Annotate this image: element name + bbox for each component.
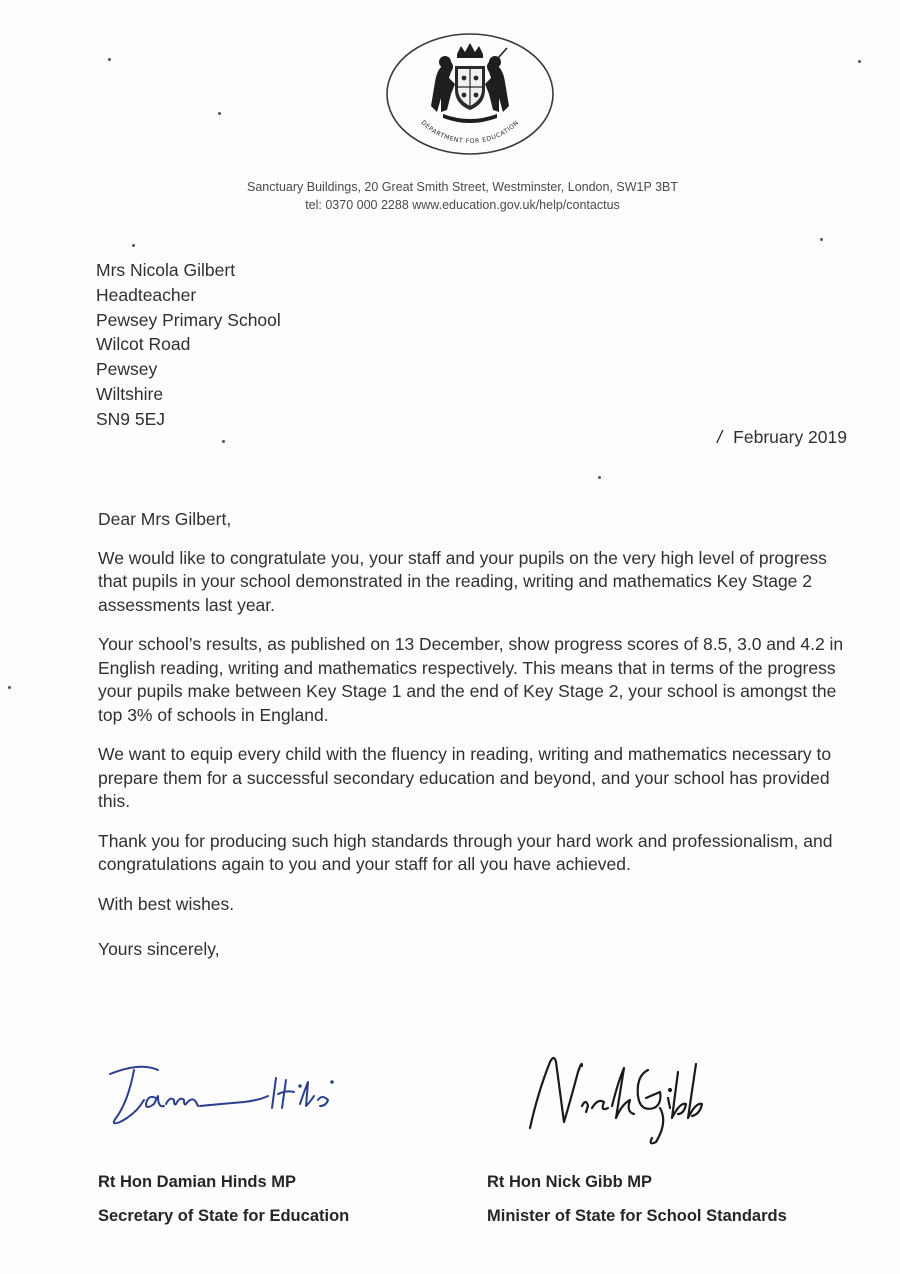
royal-coat-of-arms-icon [385, 32, 555, 156]
signatory-gibb [487, 1165, 787, 1233]
scan-speck [132, 244, 135, 247]
svg-text:DEPARTMENT FOR EDUCATION: DEPARTMENT FOR EDUCATION [419, 119, 521, 146]
salutation: Dear Mrs Gilbert, [98, 509, 232, 529]
signatory-title: Minister of State for School Standards [487, 1207, 787, 1225]
scan-speck [108, 58, 111, 61]
closing-wishes: With best wishes. [98, 893, 235, 914]
signatory-hinds [98, 1165, 349, 1233]
scan-speck [820, 238, 823, 241]
scan-speck [8, 686, 11, 689]
scan-speck [218, 112, 221, 115]
letter-date [717, 427, 847, 448]
recipient-county: Wiltshire [96, 383, 164, 404]
scan-speck [222, 440, 225, 443]
department-crest [385, 32, 555, 156]
handwritten-day: / [717, 427, 723, 447]
letter-body [98, 508, 858, 962]
paragraph: We would like to congratulate you, your staff and your pupils on the very high level of progress that pupils in your school demonstrated in the reading, writing and mathematics Key Stage 2 assessments last year. [98, 547, 827, 615]
paragraph: Thank you for producing such high standards through your hard work and professionalism, and congratulations again to you and your staff for all you have achieved. [98, 830, 833, 874]
handwritten-signature-icon [520, 1042, 720, 1152]
department-contact: tel: 0370 000 2288 www.education.gov.uk/help/contactus [305, 198, 620, 212]
paragraph: Your school’s results, as published on 13 December, show progress scores of 8.5, 3.0 and 4.2 in English reading, writing and mathematics respectively. This means that in terms of the progress your pupils make between Key Stage 1 and the end of Key Stage 2, your school is amongst the top 3% of schools in England. [98, 634, 844, 725]
recipient-school: Pewsey Primary School [96, 309, 281, 330]
letterhead [0, 178, 900, 214]
signatory-name: Rt Hon Nick Gibb MP [487, 1173, 652, 1191]
paragraph: We want to equip every child with the fluency in reading, writing and mathematics necessary to prepare them for a successful secondary education and beyond, and your school has provided this. [98, 744, 832, 811]
department-address: Sanctuary Buildings, 20 Great Smith Street, Westminster, London, SW1P 3BT [247, 180, 678, 194]
signature-nick-gibb [520, 1042, 720, 1152]
recipient-town: Pewsey [96, 359, 158, 380]
scan-speck [598, 476, 601, 479]
recipient-street: Wilcot Road [96, 334, 191, 355]
recipient-address [96, 258, 281, 432]
recipient-postcode: SN9 5EJ [96, 408, 166, 429]
scan-speck [858, 60, 861, 63]
recipient-role: Headteacher [96, 284, 197, 305]
date-text: February 2019 [733, 427, 847, 447]
recipient-name: Mrs Nicola Gilbert [96, 260, 236, 280]
signatory-name: Rt Hon Damian Hinds MP [98, 1173, 297, 1191]
signature-damian-hinds [100, 1052, 360, 1152]
signatory-title: Secretary of State for Education [98, 1207, 350, 1225]
closing-sincerely: Yours sincerely, [98, 939, 220, 959]
handwritten-signature-icon [100, 1052, 360, 1152]
